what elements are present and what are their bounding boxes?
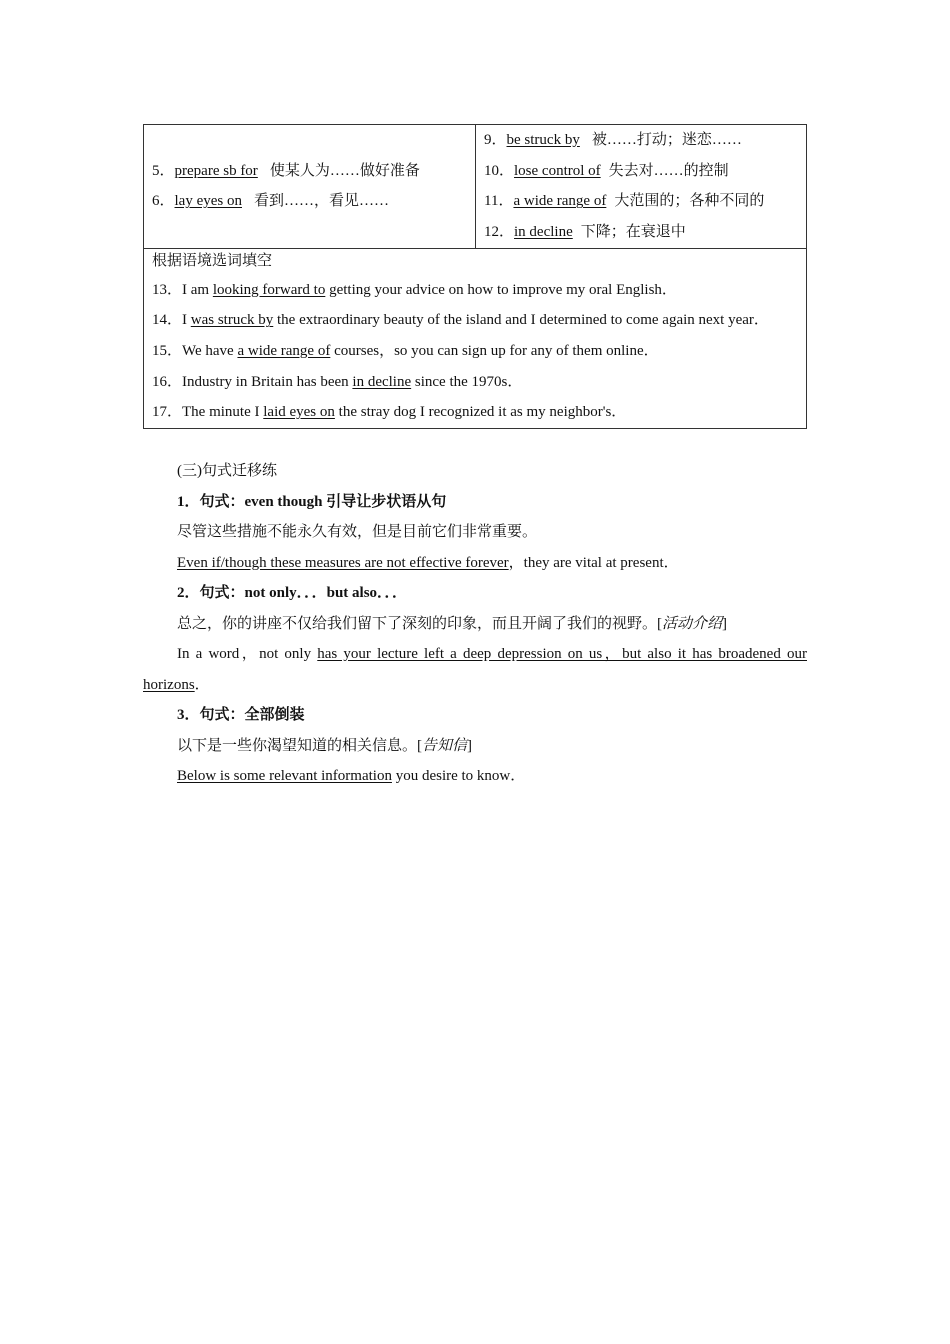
vocab-meaning: 失去对……的控制 xyxy=(608,162,729,179)
fill-item: 14．I was struck by the extraordinary beauty of the island and I determined to come again next year． xyxy=(152,312,769,329)
fill-item: 16．Industry in Britain has been in decline since the 1970s． xyxy=(152,373,523,390)
vocab-phrase: prepare sb for xyxy=(174,162,258,179)
vocab-table xyxy=(143,124,807,429)
fill-item: 17．The minute I laid eyes on the stray dog I recognized it as my neighbor's． xyxy=(152,404,627,421)
vocab-phrase: be struck by xyxy=(506,132,580,148)
pattern-label: 1．句式：even though 引导让步状语从句 xyxy=(177,493,447,510)
vocab-right-cell xyxy=(476,125,807,249)
vocab-phrase: in decline xyxy=(514,224,573,241)
fill-section-heading: 根据语境选词填空 xyxy=(152,252,273,269)
fill-section-cell xyxy=(144,248,807,428)
english-answer: In a word，not only has your lecture left a deep depression on us，but also it has broadened our horizons． xyxy=(143,646,807,693)
pattern-label: 2．句式：not only．．．but also．．． xyxy=(177,585,408,601)
sentence-section xyxy=(143,456,807,792)
vocab-phrase: a wide range of xyxy=(513,193,607,210)
section-title: (三)句式迁移练 xyxy=(177,463,277,479)
english-answer: Below is some relevant information you desire to know． xyxy=(177,768,526,784)
fill-answer: laid eyes on xyxy=(263,404,335,421)
source-tag: 告知信 xyxy=(422,737,468,754)
pattern-label: 3．句式：全部倒装 xyxy=(177,707,305,723)
vocab-item: 12．in decline 下降；在衰退中 xyxy=(484,224,686,241)
vocab-phrase: lose control of xyxy=(514,162,601,179)
vocab-meaning: 被……打动；迷恋…… xyxy=(591,132,742,148)
answer-underlined: Below is some relevant information xyxy=(177,768,392,784)
vocab-item: 10．lose control of 失去对……的控制 xyxy=(484,162,729,179)
fill-item: 15．We have a wide range of courses，so you can sign up for any of them online． xyxy=(152,342,659,359)
answer-underlined: Even if/though these measures are not effective forever xyxy=(177,554,509,571)
vocab-meaning: 使某人为……做好准备 xyxy=(269,162,420,179)
vocab-phrase: lay eyes on xyxy=(174,193,242,210)
vocab-item: 9．be struck by 被……打动；迷恋…… xyxy=(484,132,742,148)
fill-answer: a wide range of xyxy=(237,342,331,359)
vocab-meaning: 大范围的；各种不同的 xyxy=(614,193,765,210)
vocab-left-cell xyxy=(144,125,476,249)
source-tag: 活动介绍 xyxy=(662,615,723,632)
fill-item: 13．I am looking forward to getting your advice on how to improve my oral English． xyxy=(152,281,677,298)
english-answer: Even if/though these measures are not effective forever，they are vital at present． xyxy=(177,554,679,571)
vocab-item: 5．prepare sb for 使某人为……做好准备 xyxy=(152,162,420,179)
chinese-sentence: 尽管这些措施不能永久有效，但是目前它们非常重要。 xyxy=(177,524,538,540)
answer-underlined: has your lecture left a deep depression on us，but also it has broadened our horizons xyxy=(143,646,807,693)
fill-answer: in decline xyxy=(352,373,412,390)
chinese-sentence: 以下是一些你渴望知道的相关信息。[告知信] xyxy=(177,737,473,754)
fill-answer: was struck by xyxy=(190,312,274,329)
vocab-meaning: 看到……，看见…… xyxy=(254,193,390,210)
fill-answer: looking forward to xyxy=(212,281,326,298)
vocab-meaning: 下降；在衰退中 xyxy=(580,224,686,241)
vocab-item: 11．a wide range of 大范围的；各种不同的 xyxy=(484,193,765,210)
vocab-item: 6．lay eyes on 看到……，看见…… xyxy=(152,193,390,210)
chinese-sentence: 总之，你的讲座不仅给我们留下了深刻的印象，而且开阔了我们的视野。[活动介绍] xyxy=(177,615,728,632)
